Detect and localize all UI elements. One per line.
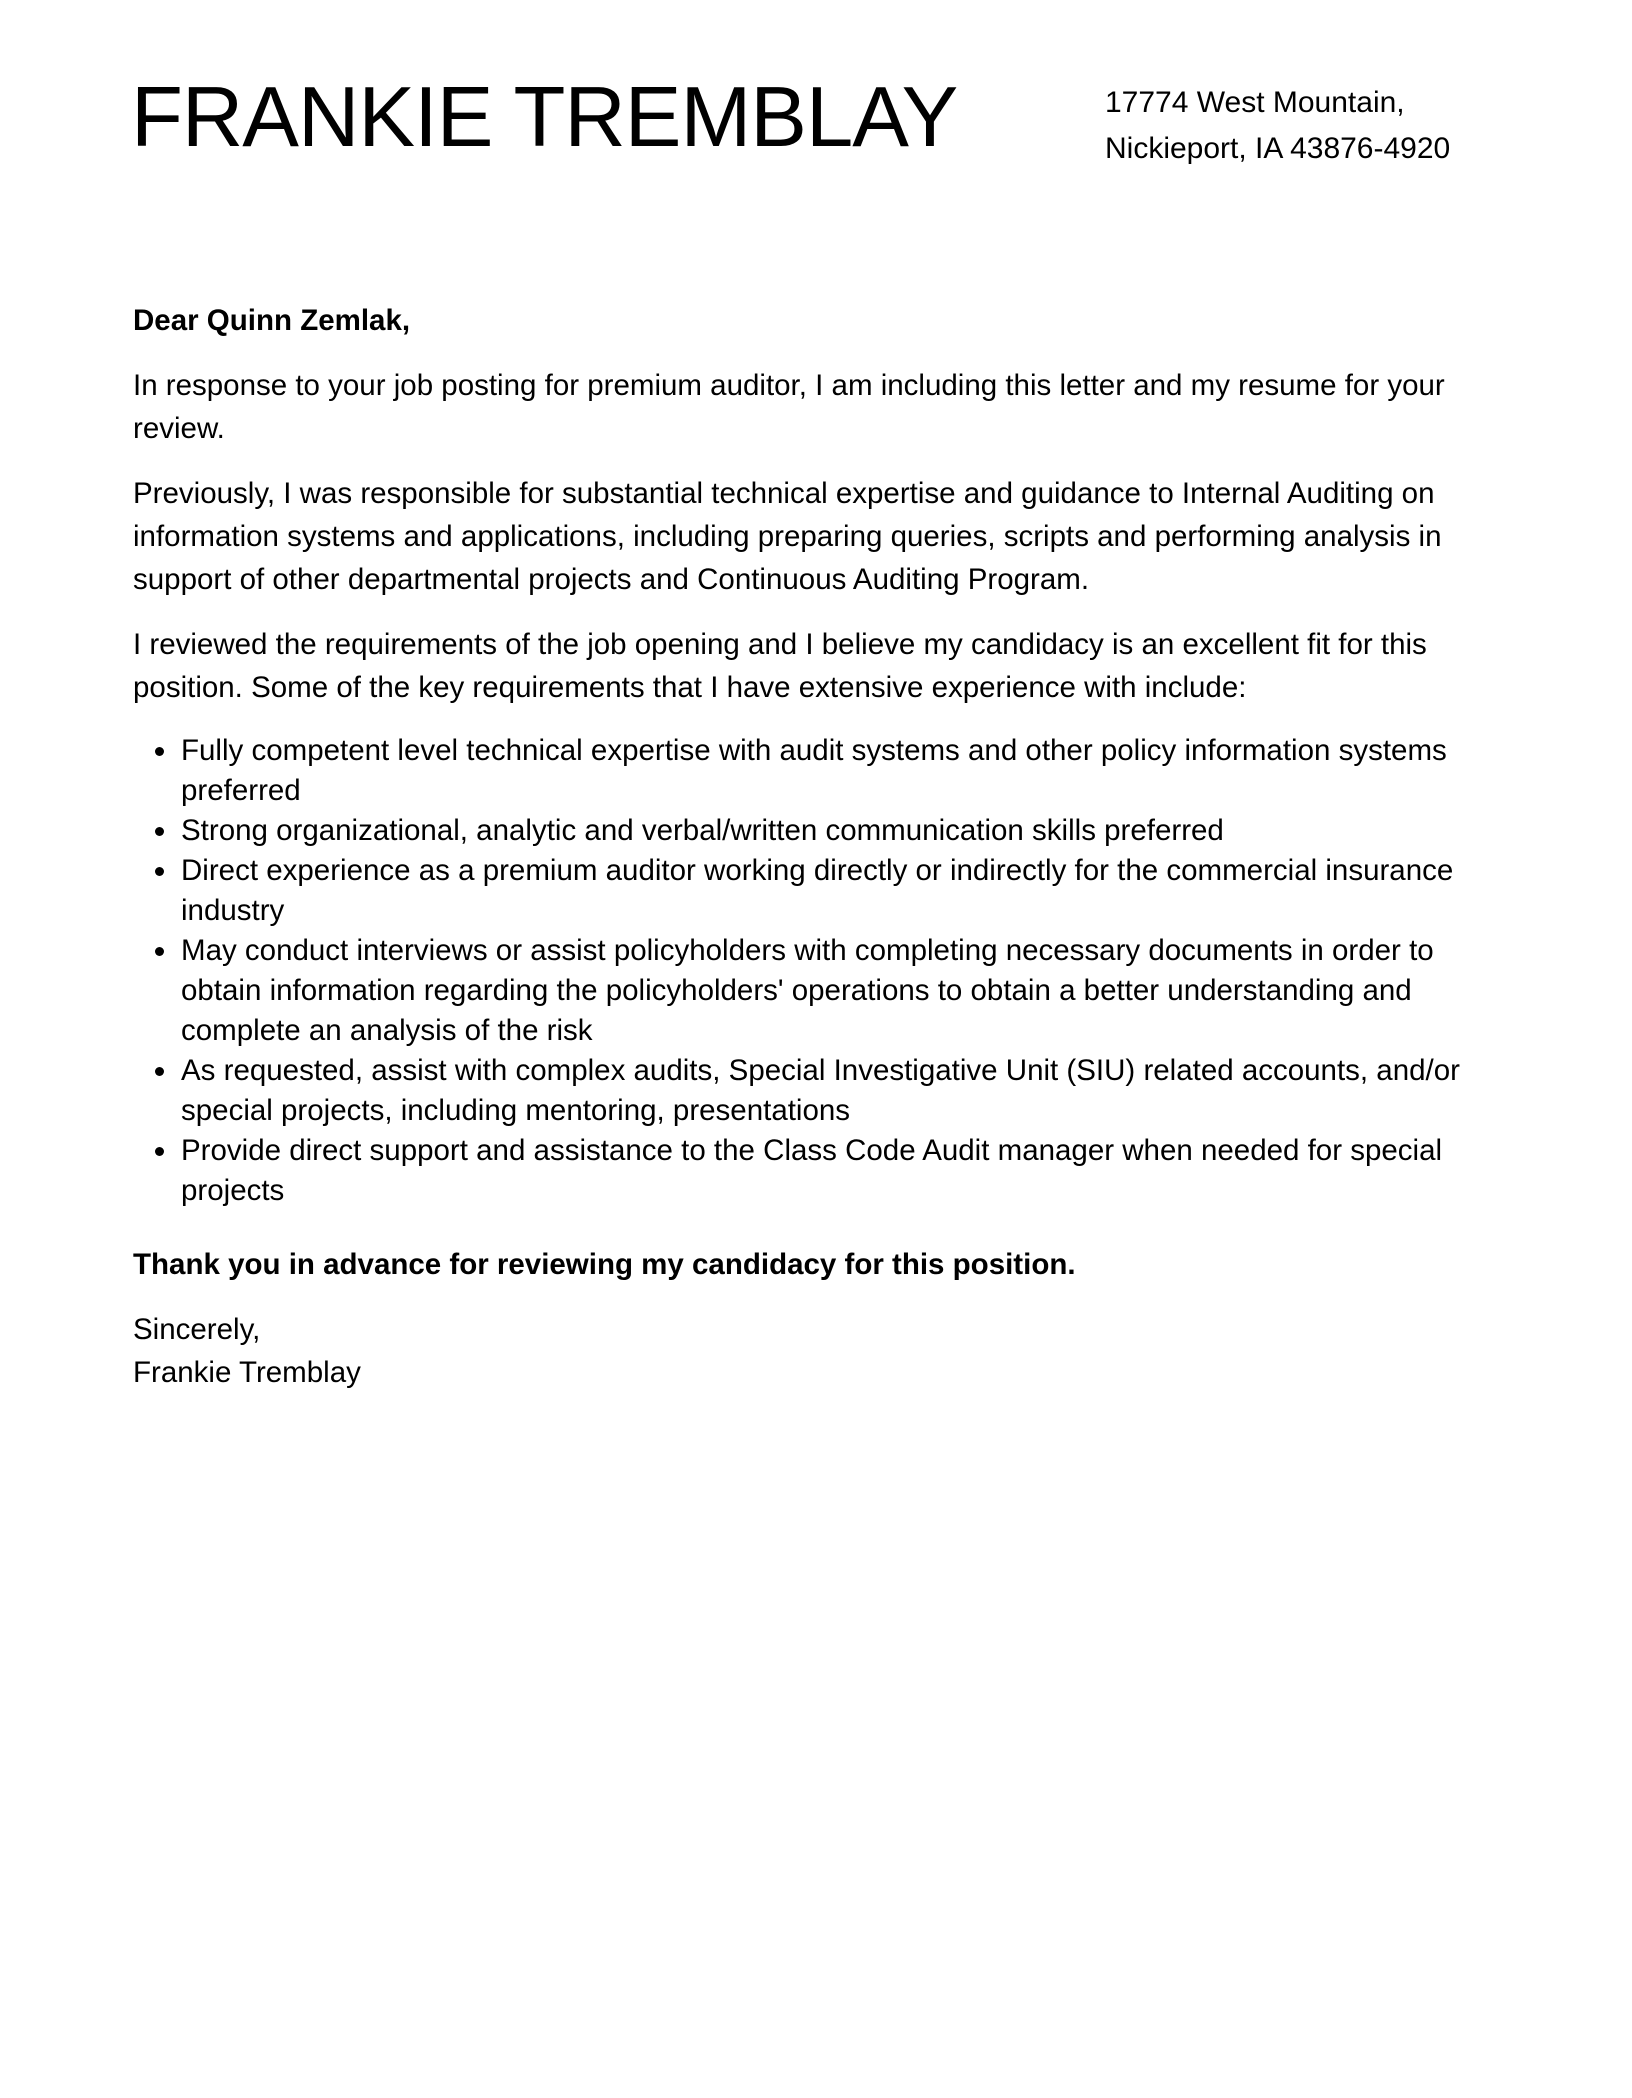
address-line-2: Nickieport, IA 43876-4920 bbox=[1105, 132, 1451, 165]
list-item-text: Direct experience as a premium auditor working directly or indirectly for the commercial insurance industry bbox=[181, 854, 1454, 927]
signature: Frankie Tremblay bbox=[133, 1356, 361, 1389]
bullet-icon bbox=[155, 947, 164, 956]
address-line-1: 17774 West Mountain, bbox=[1105, 86, 1405, 119]
closing-statement: Thank you in advance for reviewing my candidacy for this position. bbox=[133, 1248, 1076, 1281]
signoff: Sincerely, bbox=[133, 1313, 261, 1346]
applicant-name: FRANKIE TREMBLAY bbox=[131, 70, 958, 165]
list-item bbox=[133, 811, 1503, 851]
paragraph-experience: Previously, I was responsible for substantial technical expertise and guidance to Internal Auditing on information systems and applications, including preparing queries, scripts and performing analysis in support of other departmental projects and Continuous Auditing Program. bbox=[133, 477, 1442, 596]
list-item-text: Strong organizational, analytic and verbal/written communication skills preferred bbox=[181, 814, 1224, 847]
bullet-icon bbox=[155, 1067, 164, 1076]
list-item-text: May conduct interviews or assist policyholders with completing necessary documents in order to obtain information regarding the policyholders' operations to obtain a better understanding and complete an analysis of the risk bbox=[181, 934, 1434, 1047]
list-item bbox=[133, 731, 1503, 811]
salutation: Dear Quinn Zemlak, bbox=[133, 304, 411, 337]
list-item-text: Provide direct support and assistance to the Class Code Audit manager when needed for special projects bbox=[181, 1134, 1443, 1207]
paragraph-requirements-intro: I reviewed the requirements of the job opening and I believe my candidacy is an excellent fit for this position. Some of the key requirements that I have extensive experience with include: bbox=[133, 628, 1427, 704]
list-item bbox=[133, 1131, 1503, 1211]
bullet-icon bbox=[155, 867, 164, 876]
bullet-icon bbox=[155, 1147, 164, 1156]
requirements-list bbox=[133, 731, 1503, 1211]
list-item bbox=[133, 931, 1503, 1051]
applicant-address bbox=[1105, 80, 1450, 172]
paragraph-intro: In response to your job posting for premium auditor, I am including this letter and my resume for your review. bbox=[133, 369, 1445, 445]
bullet-icon bbox=[155, 747, 164, 756]
list-item-text: Fully competent level technical expertise with audit systems and other policy information systems preferred bbox=[181, 734, 1447, 807]
list-item bbox=[133, 851, 1503, 931]
list-item bbox=[133, 1051, 1503, 1131]
list-item-text: As requested, assist with complex audits, Special Investigative Unit (SIU) related accounts, and/or special projects, including mentoring, presentations bbox=[181, 1054, 1460, 1127]
bullet-icon bbox=[155, 827, 164, 836]
letter-body bbox=[133, 299, 1503, 1394]
